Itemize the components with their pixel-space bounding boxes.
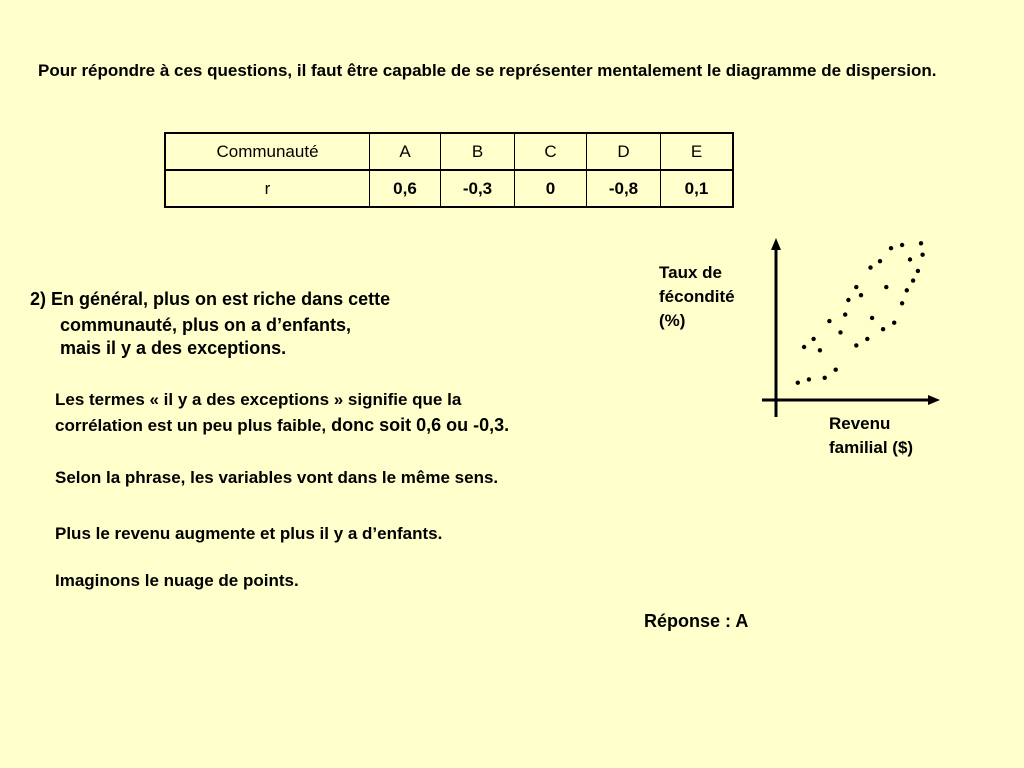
scatter-point-20 xyxy=(854,285,858,289)
value-a: 0,6 xyxy=(370,170,441,207)
scatter-point-9 xyxy=(838,330,842,334)
scatter-point-3 xyxy=(834,368,838,372)
header-c: C xyxy=(515,133,587,170)
scatter-point-1 xyxy=(807,377,811,381)
scatter-point-5 xyxy=(818,348,822,352)
scatter-point-24 xyxy=(878,259,882,263)
row-label: r xyxy=(165,170,370,207)
intro-text: Pour répondre à ces questions, il faut être capable de se représenter mentalement le diagramme de dispersion. xyxy=(38,61,937,80)
header-b: B xyxy=(441,133,515,170)
scatter-point-17 xyxy=(859,293,863,297)
scatter-points xyxy=(796,241,925,385)
explanation-line-2 xyxy=(55,414,509,437)
scatter-point-21 xyxy=(884,285,888,289)
scatter-point-23 xyxy=(868,265,872,269)
x-axis-label-line-2: familial ($) xyxy=(829,438,914,457)
y-axis-arrow xyxy=(771,238,781,250)
header-a: A xyxy=(370,133,441,170)
answer-text: Réponse : A xyxy=(644,611,749,631)
scatter-point-11 xyxy=(892,321,896,325)
scatter-point-14 xyxy=(870,316,874,320)
explanation-choice: donc soit 0,6 ou -0,3. xyxy=(326,415,510,435)
value-b: -0,3 xyxy=(441,170,515,207)
x-axis-arrow xyxy=(928,395,940,405)
scatter-point-2 xyxy=(823,376,827,380)
statement-sens: Selon la phrase, les variables vont dans le même sens. xyxy=(55,468,499,487)
scatter-point-7 xyxy=(865,337,869,341)
scatter-point-29 xyxy=(919,241,923,245)
scatter-point-26 xyxy=(920,253,924,257)
y-axis-label-line-2: fécondité xyxy=(659,287,735,306)
header-communaute: Communauté xyxy=(165,133,370,170)
scatter-point-0 xyxy=(796,381,800,385)
scatter-point-15 xyxy=(900,301,904,305)
scatter-point-4 xyxy=(802,345,806,349)
scatter-point-12 xyxy=(827,319,831,323)
scatter-chart xyxy=(650,230,950,420)
scatter-point-27 xyxy=(889,246,893,250)
correlation-table xyxy=(164,132,734,208)
table-row xyxy=(165,170,733,207)
scatter-point-25 xyxy=(908,257,912,261)
scatter-point-28 xyxy=(900,243,904,247)
question-line-2: communauté, plus on a d’enfants, xyxy=(60,315,352,335)
question-line-3: mais il y a des exceptions. xyxy=(60,338,287,358)
scatter-point-10 xyxy=(881,327,885,331)
scatter-point-13 xyxy=(843,312,847,316)
value-e: 0,1 xyxy=(661,170,734,207)
scatter-point-18 xyxy=(905,288,909,292)
scatter-point-8 xyxy=(811,337,815,341)
y-axis-label-line-1: Taux de xyxy=(659,263,722,282)
y-axis-label-line-3: (%) xyxy=(659,311,686,330)
question-line-1: 2) En général, plus on est riche dans cette xyxy=(30,289,391,309)
header-d: D xyxy=(587,133,661,170)
header-e: E xyxy=(661,133,734,170)
scatter-point-16 xyxy=(846,298,850,302)
explanation-corr: corrélation est un peu plus faible, xyxy=(55,416,327,435)
table-header-row xyxy=(165,133,733,170)
scatter-point-19 xyxy=(911,278,915,282)
scatter-point-22 xyxy=(916,269,920,273)
value-d: -0,8 xyxy=(587,170,661,207)
explanation-line-1: Les termes « il y a des exceptions » signifie que la xyxy=(55,390,462,409)
statement-revenu: Plus le revenu augmente et plus il y a d’enfants. xyxy=(55,524,443,543)
value-c: 0 xyxy=(515,170,587,207)
statement-nuage: Imaginons le nuage de points. xyxy=(55,571,299,590)
x-axis-label-line-1: Revenu xyxy=(829,414,891,433)
scatter-point-6 xyxy=(854,343,858,347)
